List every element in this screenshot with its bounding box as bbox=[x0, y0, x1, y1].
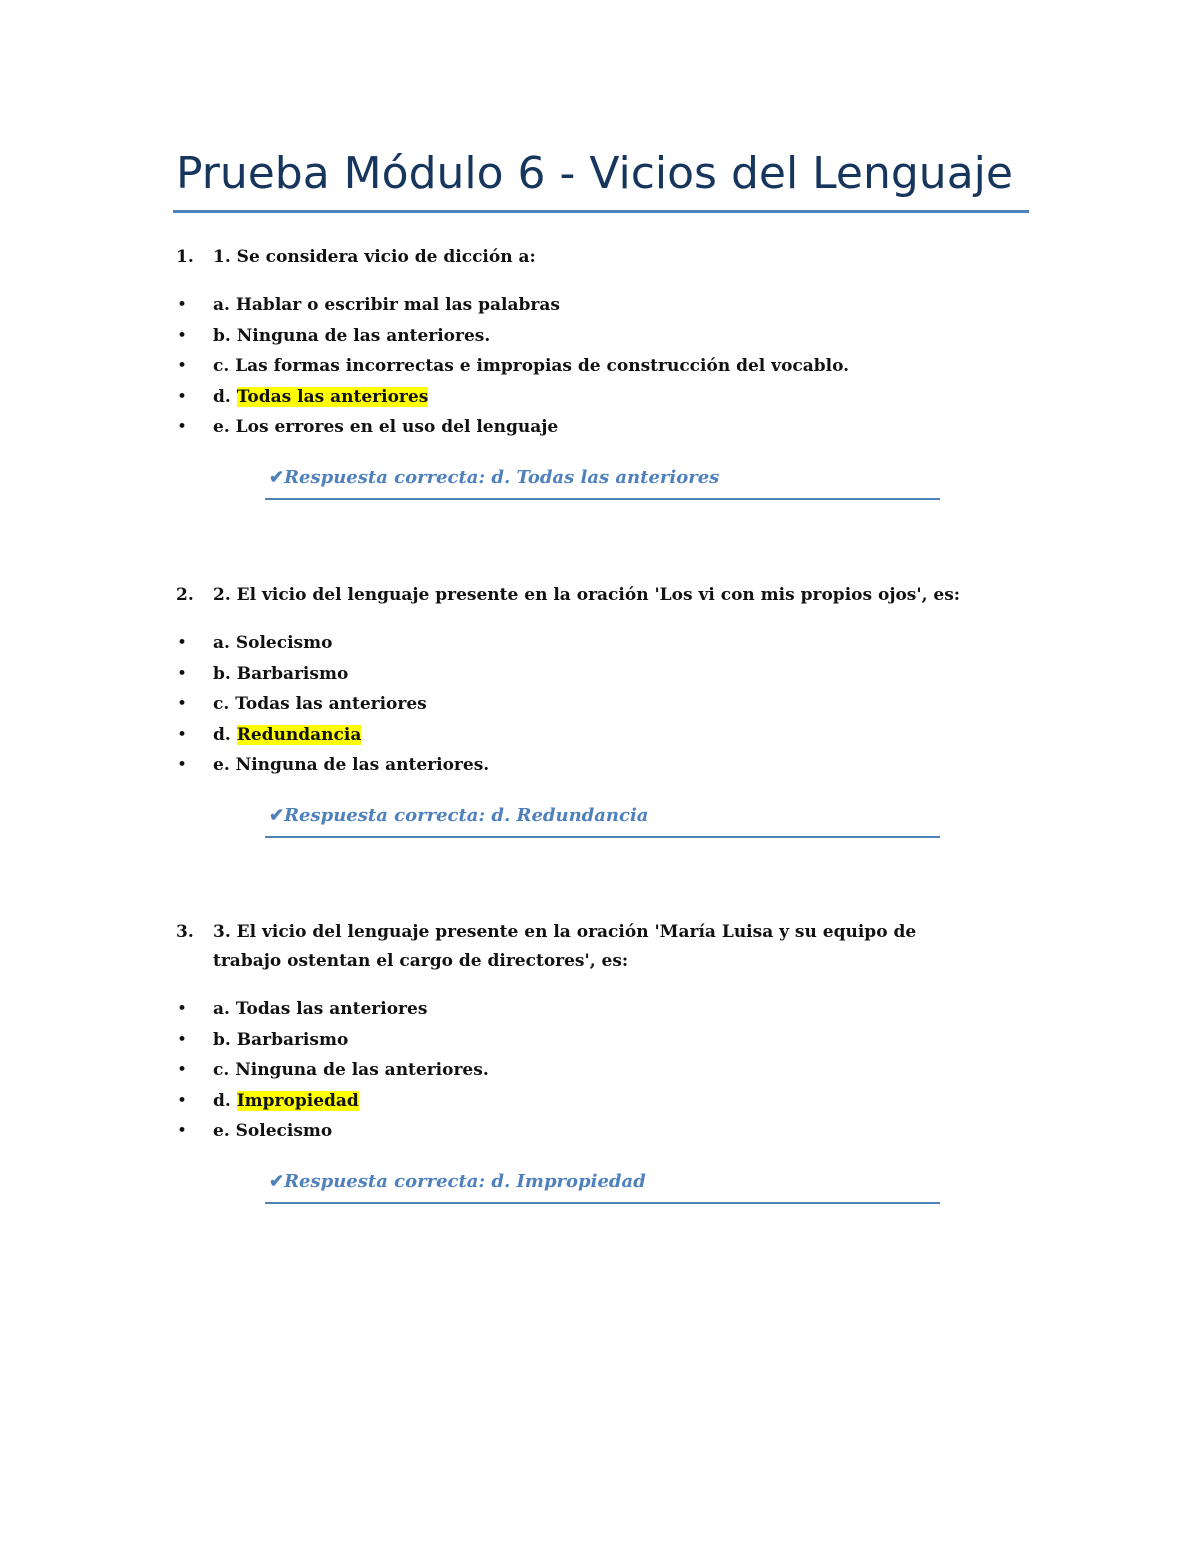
bullet-icon: • bbox=[176, 633, 188, 653]
option-letter: d. bbox=[213, 386, 231, 407]
option-text: Solecismo bbox=[235, 1121, 333, 1141]
option-letter: e. bbox=[213, 417, 230, 437]
option-d bbox=[176, 382, 966, 413]
bullet-icon: • bbox=[176, 755, 188, 775]
options-list bbox=[176, 290, 966, 443]
bullet-icon: • bbox=[176, 356, 188, 376]
bullet-icon: • bbox=[176, 1029, 188, 1050]
option-b bbox=[176, 1025, 966, 1056]
page-title: Prueba Módulo 6 - Vicios del Lenguaje bbox=[176, 148, 1013, 199]
option-text: Todas las anteriores bbox=[235, 999, 428, 1019]
option-c bbox=[176, 689, 966, 720]
question-1 bbox=[176, 243, 966, 488]
option-d bbox=[176, 720, 966, 751]
option-text: Todas las anteriores bbox=[235, 694, 427, 714]
option-letter: a. bbox=[213, 295, 230, 315]
option-letter: b. bbox=[213, 325, 231, 346]
option-letter: c. bbox=[213, 1060, 230, 1080]
question-heading bbox=[176, 918, 966, 976]
option-text-highlighted: Impropiedad bbox=[236, 1090, 359, 1111]
question-2 bbox=[176, 581, 966, 826]
correct-answer bbox=[265, 464, 940, 500]
correct-answer-text: Respuesta correcta: d. Redundancia bbox=[284, 805, 649, 826]
checkmark-icon: ✔ bbox=[269, 805, 285, 826]
option-text: Hablar o escribir mal las palabras bbox=[235, 295, 560, 315]
option-letter: a. bbox=[213, 999, 230, 1019]
option-text: Solecismo bbox=[235, 633, 333, 653]
option-e bbox=[176, 412, 966, 443]
question-number: 1. bbox=[176, 247, 194, 267]
bullet-icon: • bbox=[176, 1090, 188, 1111]
option-letter: d. bbox=[213, 1090, 231, 1111]
bullet-icon: • bbox=[176, 1121, 188, 1141]
bullet-icon: • bbox=[176, 694, 188, 714]
option-text: Barbarismo bbox=[236, 663, 349, 684]
option-c bbox=[176, 351, 966, 382]
question-text: 2. El vicio del lenguaje presente en la oración 'Los vi con mis propios ojos', es: bbox=[213, 585, 961, 605]
option-text: Las formas incorrectas e impropias de construcción del vocablo. bbox=[235, 356, 850, 376]
bullet-icon: • bbox=[176, 295, 188, 315]
bullet-icon: • bbox=[176, 1060, 188, 1080]
title-underline bbox=[173, 210, 1029, 213]
correct-answer bbox=[265, 1168, 940, 1204]
question-3 bbox=[176, 918, 966, 1192]
option-c bbox=[176, 1055, 966, 1086]
bullet-icon: • bbox=[176, 999, 188, 1019]
option-a bbox=[176, 290, 966, 321]
question-number: 2. bbox=[176, 585, 194, 605]
option-a bbox=[176, 628, 966, 659]
options-list bbox=[176, 628, 966, 781]
bullet-icon: • bbox=[176, 386, 188, 407]
option-text: Barbarismo bbox=[236, 1029, 349, 1050]
option-d bbox=[176, 1086, 966, 1117]
question-heading bbox=[176, 243, 966, 272]
bullet-icon: • bbox=[176, 663, 188, 684]
option-text: Ninguna de las anteriores. bbox=[235, 1060, 489, 1080]
option-text: Ninguna de las anteriores. bbox=[235, 755, 490, 775]
option-letter: e. bbox=[213, 1121, 230, 1141]
option-text-highlighted: Redundancia bbox=[236, 724, 362, 745]
bullet-icon: • bbox=[176, 417, 188, 437]
checkmark-icon: ✔ bbox=[269, 1171, 285, 1192]
option-letter: b. bbox=[213, 663, 231, 684]
checkmark-icon: ✔ bbox=[269, 467, 285, 488]
option-letter: b. bbox=[213, 1029, 231, 1050]
correct-answer-text: Respuesta correcta: d. Todas las anteriores bbox=[284, 467, 720, 488]
question-text: 1. Se considera vicio de dicción a: bbox=[213, 247, 536, 267]
correct-answer bbox=[265, 802, 940, 838]
option-text: Ninguna de las anteriores. bbox=[236, 325, 491, 346]
bullet-icon: • bbox=[176, 724, 188, 745]
correct-answer-text: Respuesta correcta: d. Impropiedad bbox=[284, 1171, 646, 1192]
options-list bbox=[176, 994, 966, 1147]
question-number: 3. bbox=[176, 922, 194, 942]
option-text: Los errores en el uso del lenguaje bbox=[235, 417, 559, 437]
option-b bbox=[176, 321, 966, 352]
option-letter: c. bbox=[213, 356, 230, 376]
option-letter: e. bbox=[213, 755, 230, 775]
option-e bbox=[176, 750, 966, 781]
option-b bbox=[176, 659, 966, 690]
option-a bbox=[176, 994, 966, 1025]
option-text-highlighted: Todas las anteriores bbox=[236, 386, 429, 407]
question-heading bbox=[176, 581, 966, 610]
bullet-icon: • bbox=[176, 325, 188, 346]
option-e bbox=[176, 1116, 966, 1147]
question-text: 3. El vicio del lenguaje presente en la oración 'María Luisa y su equipo de trabajo ostentan el cargo de directores', es: bbox=[213, 922, 917, 971]
option-letter: c. bbox=[213, 694, 230, 714]
option-letter: d. bbox=[213, 724, 231, 745]
option-letter: a. bbox=[213, 633, 230, 653]
